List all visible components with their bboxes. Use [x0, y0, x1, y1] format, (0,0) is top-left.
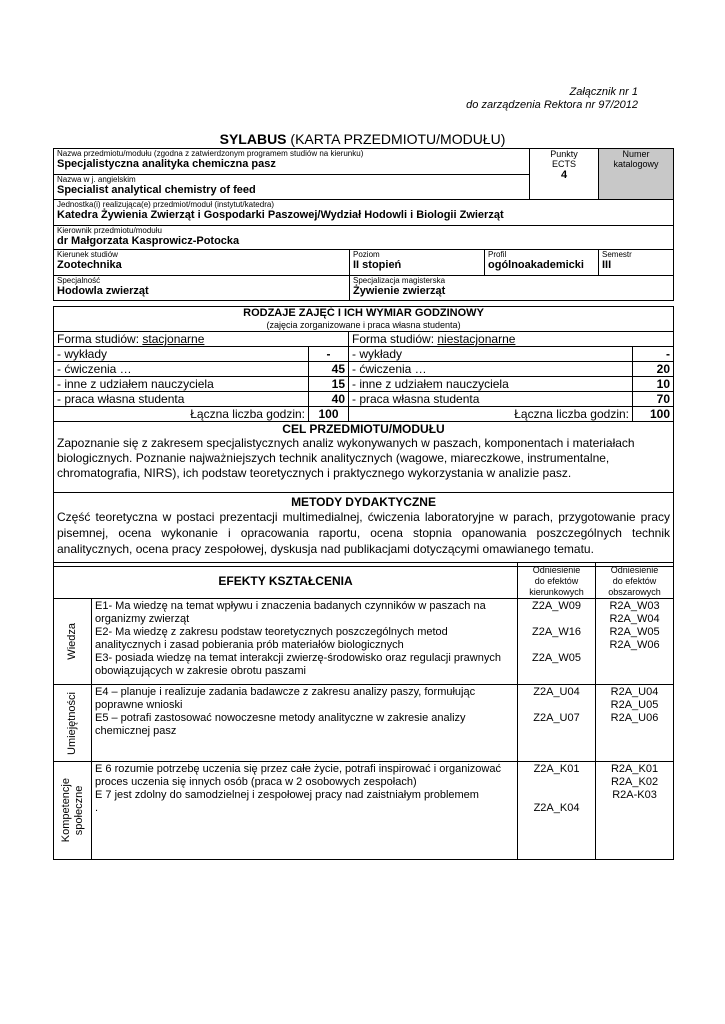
- knowledge-area-refs: [596, 599, 674, 685]
- dir-ref: Z2A_U04: [533, 686, 580, 698]
- goal-text: Zapoznanie się z zakresem specjalistycznych analiz wykonywanych w paszach, komponentach i materiałach biologicznych. Poznanie najważniejszych technik analitycznych (wagowe, miareczkowe, instrumentalne, chromatografia, NIRS), ich podstaw teoretycznych i praktycznego wykorzystania w analizie pasz.: [57, 436, 635, 480]
- hours-row-label: - inne z udziałem nauczyciela: [349, 377, 633, 392]
- hours-row-stationary: 40: [309, 392, 349, 407]
- category-social-cell: [54, 762, 92, 860]
- page-title: [0, 131, 725, 147]
- outcome-item: E 7 jest zdolny do samodzielnej i zespołowej pracy nad zaistniałym problemem: [95, 789, 479, 801]
- outcomes-table: [53, 562, 674, 860]
- field-cell: [54, 250, 350, 276]
- ects-value: 4: [560, 169, 568, 181]
- category-social-1: Kompetencje: [59, 778, 72, 843]
- ref-area-3: obszarowych: [608, 587, 661, 597]
- stationary-form-value: stacjonarne: [142, 332, 205, 346]
- semester-label: Semestr: [602, 250, 632, 259]
- ref-area-2: do efektów: [612, 576, 657, 586]
- methods-text: Część teoretyczna w postaci prezentacji multimedialnej, ćwiczenia laboratoryjne w parach, przygotowanie pracy pisemnej, ocena wykonanie i opracowania raportu, ocena stopnia opanowania poszczególnych technik analitycznych, ocena pracy zespołowej, dyskusja nad publikacjami dotyczącymi omawianego tematu.: [57, 510, 671, 556]
- level-label: Poziom: [353, 250, 380, 259]
- hours-row: [54, 392, 674, 407]
- category-skills-cell: [54, 685, 92, 762]
- social-dir-refs: [518, 762, 596, 860]
- hours-row-stationary: 45: [309, 362, 349, 377]
- hours-row-label: - praca własna studenta: [54, 392, 309, 407]
- hours-row-label: - ćwiczenia …: [54, 362, 309, 377]
- dir-ref: Z2A_W05: [532, 652, 581, 664]
- category-skills: Umiejętności: [66, 691, 78, 755]
- total-stationary: 100: [309, 407, 349, 422]
- unit-value: Katedra Żywienia Zwierząt i Gospodarki Paszowej/Wydział Hodowli i Biologii Zwierząt: [57, 209, 504, 221]
- area-ref: R2A_U05: [610, 699, 659, 711]
- category-knowledge-cell: [54, 599, 92, 685]
- area-ref: R2A_W04: [609, 613, 660, 625]
- document-header: [466, 86, 638, 112]
- unit-label: Jednostka(i) realizująca(e) przedmiot/moduł (instytut/katedra): [57, 200, 274, 209]
- social-outcomes: [92, 762, 518, 860]
- hours-row-nonstationary: -: [633, 347, 674, 362]
- hours-row-stationary: 15: [309, 377, 349, 392]
- hours-row-nonstationary: 20: [633, 362, 674, 377]
- title-bold: SYLABUS: [219, 131, 287, 147]
- dir-ref: Z2A_U07: [533, 712, 580, 724]
- field-value: Zootechnika: [57, 259, 122, 271]
- course-head-cell: [54, 226, 674, 250]
- outcome-item: E3- posiada wiedzę na temat interakcji zwierzę-środowisko oraz regulacji prawnych obowiązujących w zakresie obrotu paszami: [95, 652, 501, 677]
- area-ref: R2A_U04: [610, 686, 659, 698]
- category-social-2: społeczne: [72, 785, 85, 836]
- specialty-cell: [54, 276, 350, 301]
- annex-number: Załącznik nr 1: [569, 86, 638, 98]
- master-specialization-value: Żywienie zwierząt: [353, 285, 446, 297]
- outcomes-title: EFEKTY KSZTAŁCENIA: [54, 563, 518, 599]
- ref-dir-3: kierunkowych: [529, 587, 584, 597]
- hours-table: [53, 306, 674, 567]
- total-label-stationary: Łączna liczba godzin:: [54, 407, 309, 422]
- knowledge-outcomes: [92, 599, 518, 685]
- hours-row-label: - praca własna studenta: [349, 392, 633, 407]
- field-label: Kierunek studiów: [57, 250, 118, 259]
- ects-label-2: ECTS: [551, 159, 576, 169]
- subject-name-label: Nazwa przedmiotu/modułu (zgodna z zatwierdzonym programem studiów na kierunku): [57, 149, 364, 158]
- syllabus-table: [53, 148, 674, 301]
- hours-total-row: [54, 407, 674, 422]
- ref-dir-1: Odniesienie: [532, 565, 581, 575]
- dir-ref: Z2A_W09: [532, 600, 581, 612]
- course-head-value: dr Małgorzata Kasprowicz-Potocka: [57, 235, 240, 247]
- course-head-label: Kierownik przedmiotu/modułu: [57, 226, 162, 235]
- hours-title-cell: [54, 307, 674, 332]
- knowledge-dir-refs: [518, 599, 596, 685]
- ref-area-1: Odniesienie: [610, 565, 659, 575]
- dir-ref: Z2A_K01: [533, 763, 580, 775]
- outcome-item: E1- Ma wiedzę na temat wpływu i znaczenia badanych czynników w paszach na organizmy zwierząt: [95, 600, 486, 625]
- profile-cell: [485, 250, 599, 276]
- skills-dir-refs: [518, 685, 596, 762]
- profile-label: Profil: [488, 250, 507, 259]
- catalog-number-cell: [599, 149, 674, 200]
- area-ref: R2A_W03: [609, 600, 660, 612]
- catalog-label-2: katalogowy: [613, 159, 659, 169]
- semester-cell: [599, 250, 674, 276]
- nonstationary-form-label: Forma studiów:: [352, 332, 438, 346]
- hours-subtitle: (zajęcia zorganizowane i praca własna studenta): [266, 320, 461, 330]
- hours-row-nonstationary: 70: [633, 392, 674, 407]
- outcome-item: .: [95, 802, 99, 814]
- total-nonstationary: 100: [633, 407, 674, 422]
- hours-row: [54, 362, 674, 377]
- subject-name-value: Specjalistyczna analityka chemiczna pasz: [57, 158, 276, 170]
- hours-row-label: - ćwiczenia …: [349, 362, 633, 377]
- profile-value: ogólnoakademicki: [488, 259, 584, 271]
- level-value: II stopień: [353, 259, 402, 271]
- area-ref: R2A_U06: [610, 712, 659, 724]
- hours-row-label: - inne z udziałem nauczyciela: [54, 377, 309, 392]
- nonstationary-form-cell: [349, 332, 674, 347]
- hours-row: [54, 377, 674, 392]
- hours-row-stationary: -: [309, 347, 349, 362]
- specialty-label: Specjalność: [57, 276, 101, 285]
- area-ref: R2A_W06: [609, 639, 660, 651]
- hours-row: [54, 347, 674, 362]
- ref-dir-2: do efektów: [534, 576, 579, 586]
- dir-ref: Z2A_K04: [533, 802, 580, 814]
- stationary-form-label: Forma studiów:: [57, 332, 143, 346]
- subject-name-cell: [54, 149, 530, 175]
- unit-cell: [54, 200, 674, 226]
- methods-cell: [54, 493, 674, 567]
- area-ref: R2A-K03: [612, 789, 657, 801]
- skills-area-refs: [596, 685, 674, 762]
- master-specialization-label: Specjalizacja magisterska: [353, 276, 446, 285]
- title-rest: (KARTA PRZEDMIOTU/MODUŁU): [286, 131, 506, 147]
- hours-row-nonstationary: 10: [633, 377, 674, 392]
- outcome-item: E4 – planuje i realizuje zadania badawcze z zakresu analizy paszy, formułując poprawne wnioski: [95, 686, 476, 711]
- english-name-value: Specialist analytical chemistry of feed: [57, 184, 256, 196]
- outcome-item: E 6 rozumie potrzebę uczenia się przez całe życie, potrafi inspirować i organizować proces uczenia się innych osób (praca w 2 osobowych zespołach): [95, 763, 501, 788]
- master-specialization-cell: [350, 276, 674, 301]
- semester-value: III: [602, 259, 612, 271]
- social-area-refs: [596, 762, 674, 860]
- area-ref: R2A_K02: [610, 776, 659, 788]
- skills-outcomes: [92, 685, 518, 762]
- specialty-value: Hodowla zwierząt: [57, 285, 149, 297]
- ects-label-1: Punkty: [550, 149, 578, 159]
- ects-cell: [530, 149, 599, 200]
- english-name-label: Nazwa w j. angielskim: [57, 175, 136, 184]
- ref-directional-header: [518, 563, 596, 599]
- level-cell: [350, 250, 485, 276]
- methods-title: METODY DYDAKTYCZNE: [291, 495, 436, 509]
- area-ref: R2A_K01: [610, 763, 659, 775]
- category-knowledge: Wiedza: [66, 623, 78, 660]
- area-ref: R2A_W05: [609, 626, 660, 638]
- goal-title: CEL PRZEDMIOTU/MODUŁU: [282, 422, 445, 436]
- catalog-label-1: Numer: [622, 149, 650, 159]
- hours-row-label: - wykłady: [349, 347, 633, 362]
- hours-row-label: - wykłady: [54, 347, 309, 362]
- outcome-item: E5 – potrafi zastosować nowoczesne metody analityczne w zakresie analizy chemicznej pasz: [95, 712, 466, 737]
- dir-ref: Z2A_W16: [532, 626, 581, 638]
- ref-area-header: [596, 563, 674, 599]
- hours-title: RODZAJE ZAJĘĆ I ICH WYMIAR GODZINOWY: [243, 307, 484, 319]
- goal-cell: [54, 422, 674, 493]
- english-name-cell: [54, 175, 530, 200]
- nonstationary-form-value: niestacjonarne: [437, 332, 516, 346]
- outcome-item: E2- Ma wiedzę z zakresu podstaw teoretycznych poszczególnych metod analitycznych i zasad pobierania prób materiałów biologicznych: [95, 626, 448, 651]
- stationary-form-cell: [54, 332, 349, 347]
- rector-order: do zarządzenia Rektora nr 97/2012: [466, 99, 638, 111]
- total-label-nonstationary: Łączna liczba godzin:: [349, 407, 633, 422]
